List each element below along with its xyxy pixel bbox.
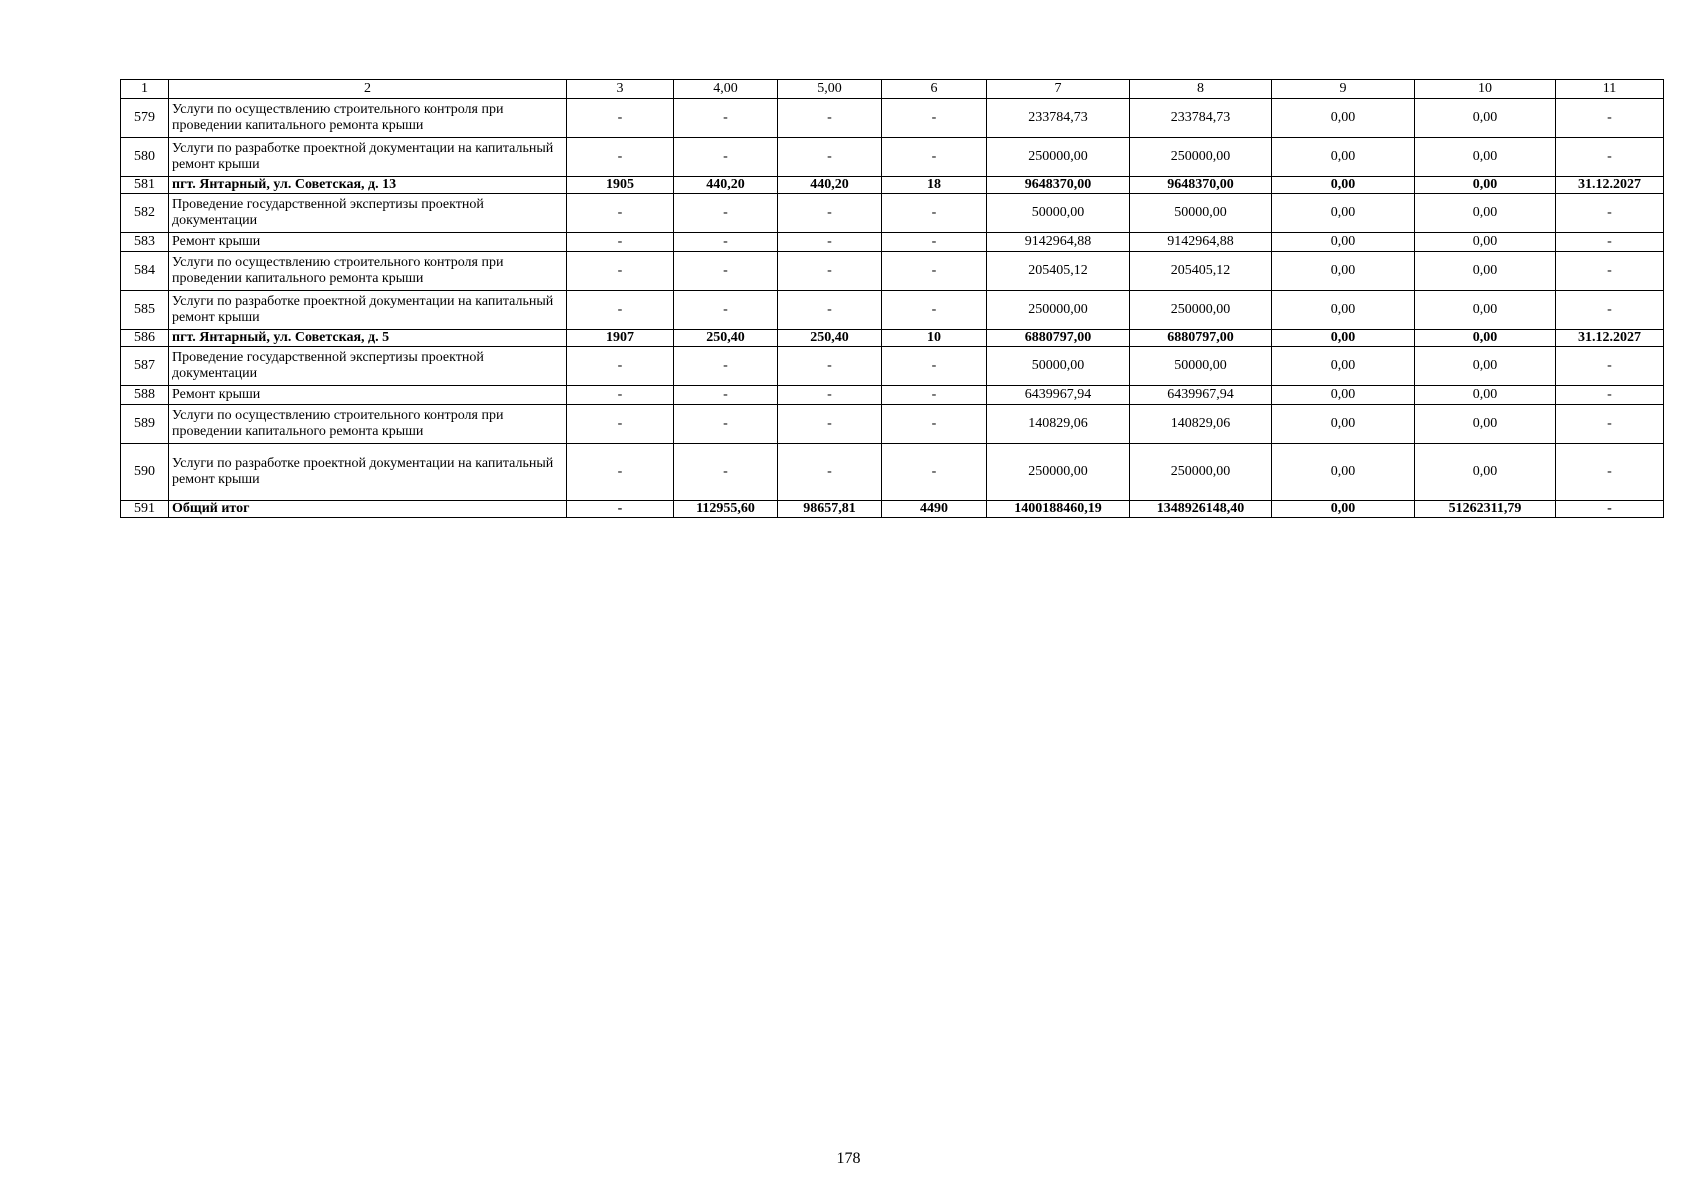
table-row	[121, 330, 1664, 347]
row-value-cell: -	[567, 347, 674, 386]
header-cell: 6	[882, 80, 987, 99]
row-value-cell: -	[567, 405, 674, 444]
row-value-cell: 233784,73	[1130, 99, 1272, 138]
row-value-cell: 0,00	[1272, 233, 1415, 252]
table-row	[121, 177, 1664, 194]
row-value-cell: 0,00	[1272, 138, 1415, 177]
row-value-cell: -	[778, 233, 882, 252]
row-value-cell: 0,00	[1272, 177, 1415, 194]
header-cell: 11	[1556, 80, 1664, 99]
row-value-cell: 50000,00	[1130, 347, 1272, 386]
row-name-cell: Услуги по осуществлению строительного контроля при проведении капитального ремонта крыши	[169, 405, 567, 444]
row-value-cell: 250000,00	[1130, 444, 1272, 501]
row-value-cell: 31.12.2027	[1556, 177, 1664, 194]
row-value-cell: -	[778, 138, 882, 177]
row-value-cell: -	[882, 138, 987, 177]
row-value-cell: -	[882, 252, 987, 291]
row-value-cell: -	[882, 386, 987, 405]
row-value-cell: 440,20	[778, 177, 882, 194]
row-value-cell: -	[674, 233, 778, 252]
table-row	[121, 99, 1664, 138]
row-value-cell: 250,40	[778, 330, 882, 347]
row-name-cell: пгт. Янтарный, ул. Советская, д. 13	[169, 177, 567, 194]
row-value-cell: 6439967,94	[987, 386, 1130, 405]
row-value-cell: -	[778, 194, 882, 233]
row-value-cell: -	[1556, 347, 1664, 386]
row-number-cell: 591	[121, 501, 169, 518]
row-value-cell: 0,00	[1272, 330, 1415, 347]
table-row	[121, 386, 1664, 405]
row-value-cell: -	[567, 194, 674, 233]
row-value-cell: -	[1556, 501, 1664, 518]
header-cell: 8	[1130, 80, 1272, 99]
row-value-cell: -	[1556, 386, 1664, 405]
table-row	[121, 194, 1664, 233]
row-value-cell: -	[567, 444, 674, 501]
row-value-cell: 6880797,00	[1130, 330, 1272, 347]
row-value-cell: -	[778, 386, 882, 405]
row-value-cell: 0,00	[1415, 233, 1556, 252]
row-value-cell: -	[1556, 252, 1664, 291]
row-value-cell: -	[674, 347, 778, 386]
row-value-cell: 250000,00	[1130, 138, 1272, 177]
row-value-cell: 250000,00	[987, 291, 1130, 330]
row-value-cell: -	[882, 194, 987, 233]
row-value-cell: 0,00	[1415, 177, 1556, 194]
row-number-cell: 586	[121, 330, 169, 347]
row-value-cell: 9142964,88	[1130, 233, 1272, 252]
row-value-cell: 233784,73	[987, 99, 1130, 138]
row-value-cell: -	[567, 99, 674, 138]
row-value-cell: 0,00	[1415, 444, 1556, 501]
table-row	[121, 138, 1664, 177]
header-cell: 10	[1415, 80, 1556, 99]
row-value-cell: 50000,00	[987, 194, 1130, 233]
row-number-cell: 588	[121, 386, 169, 405]
row-value-cell: -	[567, 233, 674, 252]
header-cell: 4,00	[674, 80, 778, 99]
row-value-cell: -	[674, 138, 778, 177]
row-value-cell: -	[674, 444, 778, 501]
row-value-cell: 0,00	[1415, 405, 1556, 444]
row-value-cell: 140829,06	[987, 405, 1130, 444]
row-number-cell: 580	[121, 138, 169, 177]
row-value-cell: 140829,06	[1130, 405, 1272, 444]
row-value-cell: 0,00	[1272, 386, 1415, 405]
row-name-cell: Услуги по разработке проектной документации на капитальный ремонт крыши	[169, 138, 567, 177]
row-value-cell: 250000,00	[1130, 291, 1272, 330]
row-name-cell: Ремонт крыши	[169, 386, 567, 405]
row-value-cell: 250,40	[674, 330, 778, 347]
row-value-cell: 0,00	[1415, 252, 1556, 291]
row-value-cell: 205405,12	[987, 252, 1130, 291]
row-number-cell: 587	[121, 347, 169, 386]
row-value-cell: -	[567, 252, 674, 291]
row-value-cell: 31.12.2027	[1556, 330, 1664, 347]
row-value-cell: 250000,00	[987, 138, 1130, 177]
row-name-cell: Общий итог	[169, 501, 567, 518]
row-number-cell: 583	[121, 233, 169, 252]
row-value-cell: 0,00	[1415, 330, 1556, 347]
row-number-cell: 585	[121, 291, 169, 330]
header-cell: 9	[1272, 80, 1415, 99]
table-row	[121, 501, 1664, 518]
row-value-cell: -	[1556, 405, 1664, 444]
header-cell: 1	[121, 80, 169, 99]
row-value-cell: -	[778, 252, 882, 291]
row-value-cell: 9142964,88	[987, 233, 1130, 252]
row-value-cell: 0,00	[1272, 252, 1415, 291]
row-value-cell: -	[1556, 99, 1664, 138]
row-value-cell: 0,00	[1272, 194, 1415, 233]
row-value-cell: 1907	[567, 330, 674, 347]
row-value-cell: -	[674, 99, 778, 138]
row-value-cell: -	[567, 501, 674, 518]
row-number-cell: 582	[121, 194, 169, 233]
row-name-cell: Проведение государственной экспертизы проектной документации	[169, 194, 567, 233]
header-cell: 2	[169, 80, 567, 99]
row-value-cell: -	[1556, 291, 1664, 330]
row-value-cell: -	[778, 444, 882, 501]
row-value-cell: -	[882, 233, 987, 252]
row-value-cell: 9648370,00	[1130, 177, 1272, 194]
row-value-cell: 0,00	[1415, 138, 1556, 177]
row-value-cell: 0,00	[1415, 194, 1556, 233]
row-name-cell: Ремонт крыши	[169, 233, 567, 252]
row-name-cell: Услуги по осуществлению строительного контроля при проведении капитального ремонта крыши	[169, 99, 567, 138]
row-value-cell: 0,00	[1415, 347, 1556, 386]
row-number-cell: 581	[121, 177, 169, 194]
table-row	[121, 405, 1664, 444]
row-value-cell: 205405,12	[1130, 252, 1272, 291]
row-value-cell: 6439967,94	[1130, 386, 1272, 405]
row-number-cell: 590	[121, 444, 169, 501]
row-value-cell: 0,00	[1272, 347, 1415, 386]
row-value-cell: 18	[882, 177, 987, 194]
row-value-cell: 50000,00	[1130, 194, 1272, 233]
header-cell: 7	[987, 80, 1130, 99]
row-value-cell: -	[1556, 233, 1664, 252]
row-name-cell: Услуги по разработке проектной документации на капитальный ремонт крыши	[169, 291, 567, 330]
row-name-cell: Услуги по осуществлению строительного контроля при проведении капитального ремонта крыши	[169, 252, 567, 291]
row-value-cell: 112955,60	[674, 501, 778, 518]
row-value-cell: 1400188460,19	[987, 501, 1130, 518]
row-value-cell: 10	[882, 330, 987, 347]
row-value-cell: 250000,00	[987, 444, 1130, 501]
row-value-cell: 0,00	[1272, 501, 1415, 518]
row-value-cell: -	[674, 252, 778, 291]
table-row	[121, 347, 1664, 386]
row-value-cell: -	[882, 99, 987, 138]
row-value-cell: -	[567, 386, 674, 405]
row-value-cell: 4490	[882, 501, 987, 518]
row-name-cell: пгт. Янтарный, ул. Советская, д. 5	[169, 330, 567, 347]
header-cell: 3	[567, 80, 674, 99]
table-row	[121, 444, 1664, 501]
table-row	[121, 252, 1664, 291]
row-name-cell: Услуги по разработке проектной документации на капитальный ремонт крыши	[169, 444, 567, 501]
row-value-cell: 9648370,00	[987, 177, 1130, 194]
row-value-cell: 0,00	[1272, 291, 1415, 330]
row-value-cell: 0,00	[1272, 444, 1415, 501]
row-name-cell: Проведение государственной экспертизы проектной документации	[169, 347, 567, 386]
row-value-cell: 98657,81	[778, 501, 882, 518]
row-value-cell: -	[567, 138, 674, 177]
row-value-cell: -	[882, 444, 987, 501]
row-value-cell: -	[674, 386, 778, 405]
row-value-cell: -	[778, 99, 882, 138]
table-header-row	[121, 80, 1664, 99]
row-value-cell: -	[1556, 444, 1664, 501]
row-number-cell: 579	[121, 99, 169, 138]
data-table	[120, 79, 1664, 518]
row-number-cell: 589	[121, 405, 169, 444]
row-value-cell: 1348926148,40	[1130, 501, 1272, 518]
row-value-cell: 0,00	[1415, 291, 1556, 330]
row-value-cell: -	[674, 194, 778, 233]
row-number-cell: 584	[121, 252, 169, 291]
row-value-cell: -	[882, 405, 987, 444]
row-value-cell: -	[1556, 194, 1664, 233]
row-value-cell: -	[778, 405, 882, 444]
row-value-cell: 51262311,79	[1415, 501, 1556, 518]
row-value-cell: -	[882, 347, 987, 386]
table-row	[121, 291, 1664, 330]
row-value-cell: 6880797,00	[987, 330, 1130, 347]
row-value-cell: -	[778, 347, 882, 386]
row-value-cell: -	[882, 291, 987, 330]
row-value-cell: 0,00	[1415, 99, 1556, 138]
row-value-cell: -	[778, 291, 882, 330]
row-value-cell: 0,00	[1415, 386, 1556, 405]
row-value-cell: 50000,00	[987, 347, 1130, 386]
row-value-cell: -	[674, 291, 778, 330]
row-value-cell: -	[674, 405, 778, 444]
row-value-cell: 0,00	[1272, 99, 1415, 138]
row-value-cell: -	[1556, 138, 1664, 177]
row-value-cell: -	[567, 291, 674, 330]
header-cell: 5,00	[778, 80, 882, 99]
row-value-cell: 0,00	[1272, 405, 1415, 444]
table-row	[121, 233, 1664, 252]
row-value-cell: 440,20	[674, 177, 778, 194]
page-number: 178	[836, 1150, 861, 1167]
row-value-cell: 1905	[567, 177, 674, 194]
